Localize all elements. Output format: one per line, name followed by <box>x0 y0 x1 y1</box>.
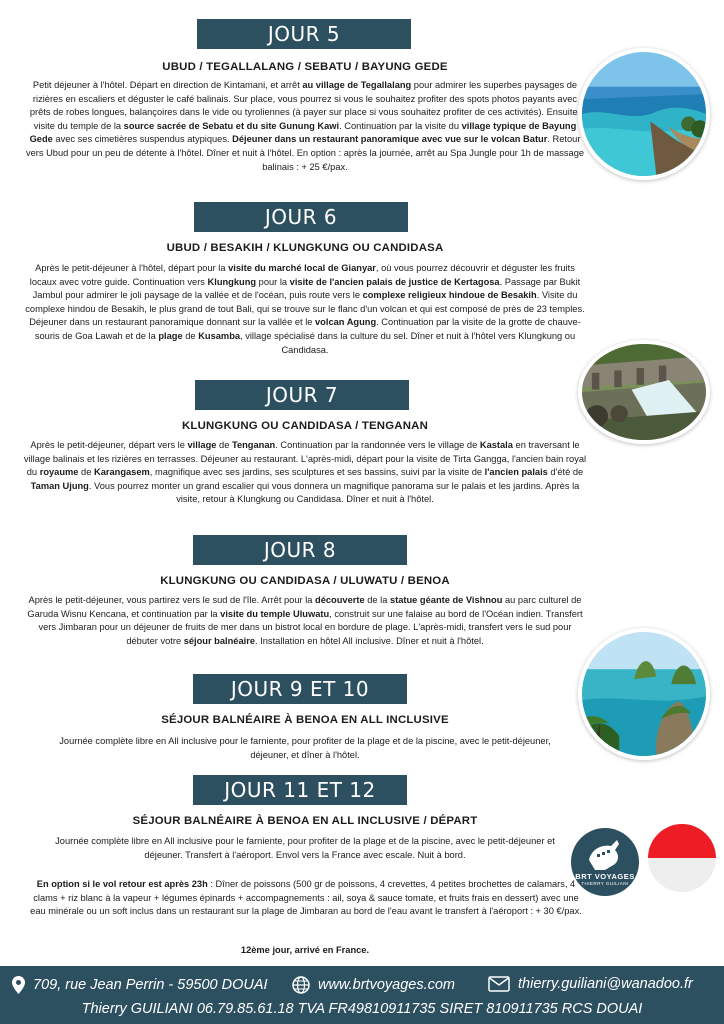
footer-email-text[interactable]: thierry.guiliani@wanadoo.fr <box>518 976 693 992</box>
text-segment: . Retour vers Ubud pour un peu de détente à l'hôtel. Dîner et nuit à l'hôtel. En option : après la journée, arrêt au Spa Jungle pour 1h de massage balinais : + 25 €/pax. <box>25 134 585 172</box>
bold-segment: volcan Agung <box>315 317 377 328</box>
text-segment: de <box>216 440 232 450</box>
bold-segment: Kusamba <box>198 330 241 341</box>
day-badge-11-12: JOUR 11 ET 12 <box>193 775 407 805</box>
globe-icon <box>292 976 310 994</box>
temple-bath-photo <box>578 340 710 444</box>
text-segment: de <box>78 467 94 478</box>
text-segment: . Continuation par la visite de la grotte de chauve-souris de Goa Lawah et de la <box>34 317 581 341</box>
logo-brand-name: BRT VOYAGES <box>575 872 635 881</box>
day-title-9-10: SÉJOUR BALNÉAIRE À BENOA EN ALL INCLUSIVE <box>161 714 449 726</box>
footer-address <box>12 976 268 994</box>
bold-segment: Kastala <box>479 440 513 450</box>
footer-legal: Thierry GUILIANI 06.79.85.61.18 TVA FR49810911735 SIRET 810911735 RCS DOUAI <box>81 1001 643 1017</box>
bold-segment: Tenganan <box>231 440 276 450</box>
day-text-6 <box>22 262 588 357</box>
day-badge-8: JOUR 8 <box>193 535 407 565</box>
day-title-5: UBUD / TEGALLALANG / SEBATU / BAYUNG GEDE <box>162 61 448 73</box>
text-segment: pour admirer les superbes paysages de rizières en escaliers et déguster le café balinais. Sur place, vous pourrez si vous le souhaitez profiter des spots photos payants avec prêts de robes longues, balançoires dans le vide ou tyroliennes (à payer sur place si vous souhaitez profiter de ces activités). Ensuite, visite du temple de la <box>29 80 581 131</box>
text-segment: . Continuation par la visite du <box>339 120 462 131</box>
day-title-8: KLUNGKUNG OU CANDIDASA / ULUWATU / BENOA <box>160 575 450 587</box>
text-segment: . Visite du complexe hindou de Besakih, le plus grand de tout Bali, qui se trouve sur le flanc d'un volcan et qui est composé de près de 23 temples. Déjeuner dans un restaurant panoramique donnant sur la vallée et le <box>25 290 585 328</box>
bold-segment: visite de l'ancien palais de justice de Kertagosa <box>289 276 500 287</box>
bold-segment: village typique de Bayung Gede <box>29 120 577 145</box>
bold-segment: visite du temple Uluwatu <box>220 608 330 619</box>
text-segment: . Installation en hôtel All inclusive. Dîner et nuit à l'hôtel. <box>255 635 484 646</box>
text-segment: . Continuation par la randonnée vers le village de <box>275 440 480 450</box>
text-segment: d'été de <box>547 467 584 478</box>
day-badge-5: JOUR 5 <box>197 19 411 49</box>
day-badge-7: JOUR 7 <box>195 380 409 410</box>
text-segment: de <box>182 330 199 341</box>
bold-segment: visite du marché local de Gianyar <box>228 263 376 273</box>
day-text-9-10 <box>40 735 570 762</box>
day-text-7 <box>22 439 588 507</box>
pool-photo <box>578 48 710 180</box>
island-cliffs-photo <box>578 628 710 760</box>
bold-segment: l'ancien palais <box>484 467 548 478</box>
bold-segment: Déjeuner dans un restaurant panoramique avec vue sur le volcan Batur <box>232 134 548 145</box>
text-segment: , où vous pourrez découvrir et déguster les fruits locaux avec votre guide. Continuation vers <box>29 263 575 287</box>
bold-segment: En option si le vol retour est après 23h <box>36 879 208 889</box>
indonesia-flag <box>648 824 716 892</box>
text-segment: pour la <box>256 276 290 287</box>
bold-segment: source sacrée de Sebatu et du site Gunung Kawi <box>123 120 340 131</box>
text-segment: . Vous pourrez monter un grand escalier qui vous donnera un magnifique panorama sur le palais et les jardins. Après la visite, retour à Klungkung ou Candidasa. Dîner et nuit à l'hôtel. <box>88 480 580 505</box>
text-segment: Journée complète libre en All inclusive pour le farniente, pour profiter de la plage et de la piscine, avec le petit-déjeuner, déjeuner, et dîner à l'hôtel. <box>59 736 551 760</box>
text-segment: de la <box>364 595 390 605</box>
mail-icon <box>488 976 510 992</box>
bold-segment: Karangasem <box>93 467 150 478</box>
bold-segment: séjour balnéaire <box>183 635 256 646</box>
day-text-11-12 <box>40 835 570 862</box>
logo-owner-name: THIERRY GUILIANI <box>581 881 629 886</box>
footer-address-text: 709, rue Jean Perrin - 59500 DOUAI <box>33 977 268 993</box>
text-segment: Journée complète libre en All inclusive pour le farniente, pour profiter de la plage et de la piscine, avec le petit-déjeuner et déjeuner. Transfert à l'aéroport. Envol vers la France avec escale. Nuit à bord. <box>55 836 555 860</box>
day-text-8 <box>22 594 588 648</box>
text-segment: en traversant le village balinais et les rizières en terrasses. Déjeuner au restaurant. L'après-midi, départ pour la visite de Tirta Gangga, l'ancien bain royal du <box>23 440 587 478</box>
bold-segment: Klungkung <box>207 276 257 287</box>
option-text <box>26 878 586 919</box>
text-segment: : Dîner de poissons (500 gr de poissons, 4 crevettes, 4 petites brochettes de calamars, 4 clams + riz blanc à la vapeur + légumes épinards + accompagnements : ail, soya & sauce tomate, et fruits frais en dessert) avec une eau minérale ou un soft inclus dans un restaurant sur la plage de Jimbaran au bord de l'eau avant le transfert à l'aéroport : + 30 €/pax. <box>30 879 582 917</box>
text-segment: Après le petit-déjeuner, vous partirez vers le sud de l'île. Arrêt pour la <box>28 595 316 605</box>
text-segment: au parc culturel de Garuda Wisnu Kencana, et continuation par la <box>27 595 582 619</box>
map-pin-icon <box>12 976 25 994</box>
text-segment: Après le petit-déjeuner à l'hôtel, départ pour la <box>35 263 229 273</box>
day-badge-9-10: JOUR 9 ET 10 <box>193 674 407 704</box>
footer-email[interactable] <box>488 976 693 992</box>
bold-segment: village <box>187 440 217 450</box>
bold-segment: au village de Tegallalang <box>302 80 412 90</box>
bold-segment: royaume <box>39 467 79 478</box>
text-segment: Après le petit-déjeuner, départ vers le <box>30 440 188 450</box>
text-segment: avec ses cimetières suspendus atypiques. <box>52 134 233 145</box>
day-title-11-12: SÉJOUR BALNÉAIRE À BENOA EN ALL INCLUSIVE / DÉPART <box>132 815 478 827</box>
footer-website-text[interactable]: www.brtvoyages.com <box>318 977 455 993</box>
day-badge-6: JOUR 6 <box>194 202 408 232</box>
day-text-5 <box>22 79 588 174</box>
text-segment: Petit déjeuner à l'hôtel. Départ en direction de Kintamani, et arrêt <box>32 80 303 90</box>
bold-segment: statue géante de Vishnou <box>389 595 503 605</box>
text-segment: , village spécialisé dans la culture du sel. Dîner et nuit à l'hôtel vers Klungkung ou Candidasa. <box>240 330 576 355</box>
footer <box>0 966 724 1024</box>
day-title-7: KLUNGKUNG OU CANDIDASA / TENGANAN <box>181 420 428 432</box>
brt-voyages-logo <box>571 828 639 896</box>
day-title-6: UBUD / BESAKIH / KLUNGKUNG OU CANDIDASA <box>166 242 444 254</box>
bold-segment: complexe religieux hindoue de Besakih <box>362 290 537 301</box>
bold-segment: plage <box>158 330 183 341</box>
text-segment: . Passage par Bukit Jambul pour admirer le joli paysage de la vallée et de l'océan, puis route vers le <box>32 276 581 301</box>
bold-segment: Taman Ujung <box>30 480 89 491</box>
text-segment: , construit sur une falaise au bord de l'Océan indien. Transfert vers Jimbaran pour un déjeuner de fruits de mer dans un bistrot local en bordure de plage. L'après-midi, transfert vers le sud pour débuter votre <box>38 608 583 646</box>
final-note: 12ème jour, arrivé en France. <box>240 945 370 955</box>
bold-segment: découverte <box>315 595 365 605</box>
text-segment: , magnifique avec ses jardins, ses sculptures et ses bassins, suivi par la visite de <box>149 467 485 478</box>
footer-website[interactable] <box>292 976 455 994</box>
